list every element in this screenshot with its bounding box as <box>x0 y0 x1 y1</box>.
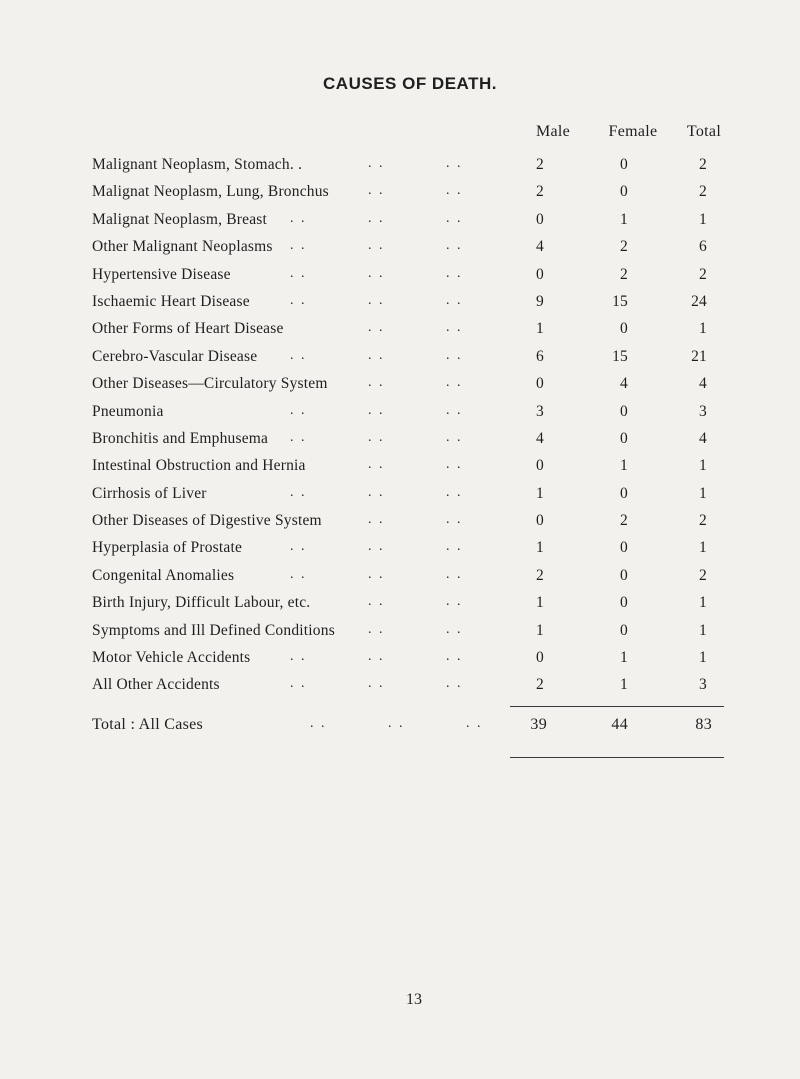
female-count: 1 <box>620 649 628 667</box>
table-row <box>0 156 800 183</box>
table-row <box>0 485 800 512</box>
male-count: 1 <box>536 621 544 639</box>
leader-dots: . . <box>446 594 463 610</box>
leader-dots: . . <box>446 512 463 528</box>
total-count: 1 <box>699 621 707 639</box>
leader-dots: . . <box>466 716 483 731</box>
female-count: 15 <box>612 347 628 365</box>
female-count: 0 <box>620 539 628 557</box>
total-count: 4 <box>699 429 707 447</box>
male-count: 3 <box>536 402 544 420</box>
row-label: Intestinal Obstruction and Hernia <box>92 457 306 475</box>
total-rule-top <box>510 706 724 707</box>
total-count: 2 <box>699 183 707 201</box>
leader-dots: . . <box>290 676 307 692</box>
leader-dots: . . <box>368 566 385 582</box>
row-label: Malignant Neoplasm, Stomach. . <box>92 156 303 173</box>
female-count: 0 <box>620 594 628 612</box>
leader-dots: . . <box>368 594 385 610</box>
table-row <box>0 266 800 293</box>
leader-dots: . . <box>368 265 385 281</box>
table-row <box>0 594 800 621</box>
table-row <box>0 622 800 649</box>
total-count: 3 <box>699 676 707 694</box>
leader-dots: . . <box>446 649 463 665</box>
total-male: 39 <box>530 716 547 733</box>
leader-dots: . . <box>368 292 385 308</box>
leader-dots: . . <box>368 238 385 254</box>
leader-dots: . . <box>290 210 307 226</box>
male-count: 2 <box>536 676 544 694</box>
male-count: 2 <box>536 156 544 173</box>
female-count: 0 <box>620 484 628 502</box>
leader-dots: . . <box>446 429 463 445</box>
leader-dots: . . <box>446 539 463 555</box>
total-count: 1 <box>699 320 707 338</box>
row-label: Other Forms of Heart Disease <box>92 320 284 338</box>
total-total: 83 <box>695 716 712 733</box>
leader-dots: . . <box>290 265 307 281</box>
row-label: Other Malignant Neoplasms <box>92 238 273 256</box>
total-label: Total : All Cases <box>92 716 204 733</box>
female-count: 2 <box>620 238 628 256</box>
male-count: 6 <box>536 347 544 365</box>
leader-dots: . . <box>388 716 405 731</box>
total-count: 2 <box>699 156 707 173</box>
total-count: 1 <box>699 457 707 475</box>
male-count: 1 <box>536 539 544 557</box>
female-count: 0 <box>620 566 628 584</box>
male-count: 1 <box>536 594 544 612</box>
leader-dots: . . <box>446 375 463 391</box>
leader-dots: . . <box>290 649 307 665</box>
total-count: 1 <box>699 210 707 228</box>
table-row <box>0 676 800 703</box>
leader-dots: . . <box>290 539 307 555</box>
leader-dots: . . <box>446 183 463 199</box>
total-count: 3 <box>699 402 707 420</box>
total-count: 6 <box>699 238 707 256</box>
leader-dots: . . <box>368 347 385 363</box>
column-header-female: Female <box>608 123 658 140</box>
total-count: 1 <box>699 649 707 667</box>
female-count: 0 <box>620 621 628 639</box>
leader-dots: . . <box>446 566 463 582</box>
female-count: 1 <box>620 457 628 475</box>
table-row <box>0 403 800 430</box>
row-label: Cerebro-Vascular Disease <box>92 347 258 365</box>
leader-dots: . . <box>368 484 385 500</box>
total-count: 1 <box>699 594 707 612</box>
male-count: 9 <box>536 292 544 310</box>
female-count: 0 <box>620 183 628 201</box>
page-title: CAUSES OF DEATH. <box>323 74 497 93</box>
table-row <box>0 183 800 210</box>
leader-dots: . . <box>290 292 307 308</box>
female-count: 2 <box>620 265 628 283</box>
leader-dots: . . <box>368 649 385 665</box>
table-row <box>0 375 800 402</box>
leader-dots: . . <box>368 512 385 528</box>
leader-dots: . . <box>368 375 385 391</box>
leader-dots: . . <box>446 484 463 500</box>
total-rule-bottom <box>510 757 724 758</box>
female-count: 15 <box>612 292 628 310</box>
leader-dots: . . <box>446 265 463 281</box>
total-count: 4 <box>699 375 707 393</box>
row-label: Other Diseases of Digestive System <box>92 512 322 530</box>
total-count: 24 <box>691 292 707 310</box>
row-label: Hyperplasia of Prostate <box>92 539 243 557</box>
male-count: 0 <box>536 512 544 530</box>
leader-dots: . . <box>446 347 463 363</box>
female-count: 2 <box>620 512 628 530</box>
leader-dots: . . <box>310 716 327 731</box>
leader-dots: . . <box>290 429 307 445</box>
female-count: 0 <box>620 429 628 447</box>
row-label: Congenital Anomalies <box>92 566 235 584</box>
table-row <box>0 348 800 375</box>
table-row <box>0 320 800 347</box>
leader-dots: . . <box>446 238 463 254</box>
column-header-male: Male <box>535 123 571 140</box>
male-count: 0 <box>536 210 544 228</box>
male-count: 1 <box>536 320 544 338</box>
male-count: 0 <box>536 375 544 393</box>
row-label: Birth Injury, Difficult Labour, etc. <box>92 594 311 612</box>
leader-dots: . . <box>446 156 463 171</box>
leader-dots: . . <box>446 292 463 308</box>
male-count: 0 <box>536 457 544 475</box>
leader-dots: . . <box>446 676 463 692</box>
male-count: 0 <box>536 649 544 667</box>
total-count: 2 <box>699 265 707 283</box>
leader-dots: . . <box>446 320 463 336</box>
total-count: 21 <box>691 347 707 365</box>
table-row <box>0 457 800 484</box>
female-count: 0 <box>620 156 628 173</box>
row-label: All Other Accidents <box>92 676 220 694</box>
female-count: 4 <box>620 375 628 393</box>
leader-dots: . . <box>368 429 385 445</box>
male-count: 1 <box>536 484 544 502</box>
leader-dots: . . <box>446 210 463 226</box>
leader-dots: . . <box>446 402 463 418</box>
male-count: 0 <box>536 265 544 283</box>
table-row <box>0 293 800 320</box>
leader-dots: . . <box>290 484 307 500</box>
page-number: 13 <box>406 991 422 1008</box>
male-count: 2 <box>536 183 544 201</box>
leader-dots: . . <box>290 238 307 254</box>
table-row <box>0 430 800 457</box>
female-count: 0 <box>620 320 628 338</box>
row-label: Motor Vehicle Accidents <box>92 649 251 667</box>
leader-dots: . . <box>368 457 385 473</box>
leader-dots: . . <box>368 402 385 418</box>
row-label: Malignat Neoplasm, Lung, Bronchus <box>92 183 329 201</box>
row-label: Malignat Neoplasm, Breast <box>92 210 268 228</box>
total-row <box>0 716 800 744</box>
total-female: 44 <box>611 716 628 733</box>
leader-dots: . . <box>368 210 385 226</box>
row-label: Other Diseases—Circulatory System <box>92 375 328 393</box>
row-label: Cirrhosis of Liver <box>92 484 207 502</box>
table-row <box>0 567 800 594</box>
row-label: Symptoms and Ill Defined Conditions <box>92 621 335 639</box>
table-row <box>0 649 800 676</box>
leader-dots: . . <box>368 676 385 692</box>
leader-dots: . . <box>290 566 307 582</box>
total-count: 2 <box>699 512 707 530</box>
row-label: Pneumonia <box>92 402 164 420</box>
leader-dots: . . <box>368 539 385 555</box>
female-count: 0 <box>620 402 628 420</box>
female-count: 1 <box>620 676 628 694</box>
leader-dots: . . <box>446 457 463 473</box>
total-count: 1 <box>699 539 707 557</box>
leader-dots: . . <box>446 621 463 637</box>
total-count: 1 <box>699 484 707 502</box>
female-count: 1 <box>620 210 628 228</box>
male-count: 2 <box>536 566 544 584</box>
leader-dots: . . <box>368 621 385 637</box>
total-count: 2 <box>699 566 707 584</box>
table-row <box>0 512 800 539</box>
leader-dots: . . <box>368 320 385 336</box>
column-header-total: Total <box>686 123 722 140</box>
male-count: 4 <box>536 238 544 256</box>
leader-dots: . . <box>368 156 385 171</box>
male-count: 4 <box>536 429 544 447</box>
table-row <box>0 238 800 265</box>
table-row <box>0 539 800 566</box>
leader-dots: . . <box>368 183 385 199</box>
causes-table <box>0 156 800 704</box>
row-label: Bronchitis and Emphusema <box>92 429 269 447</box>
table-row <box>0 211 800 238</box>
row-label: Hypertensive Disease <box>92 265 231 283</box>
leader-dots: . . <box>290 402 307 418</box>
row-label: Ischaemic Heart Disease <box>92 292 250 310</box>
leader-dots: . . <box>290 347 307 363</box>
